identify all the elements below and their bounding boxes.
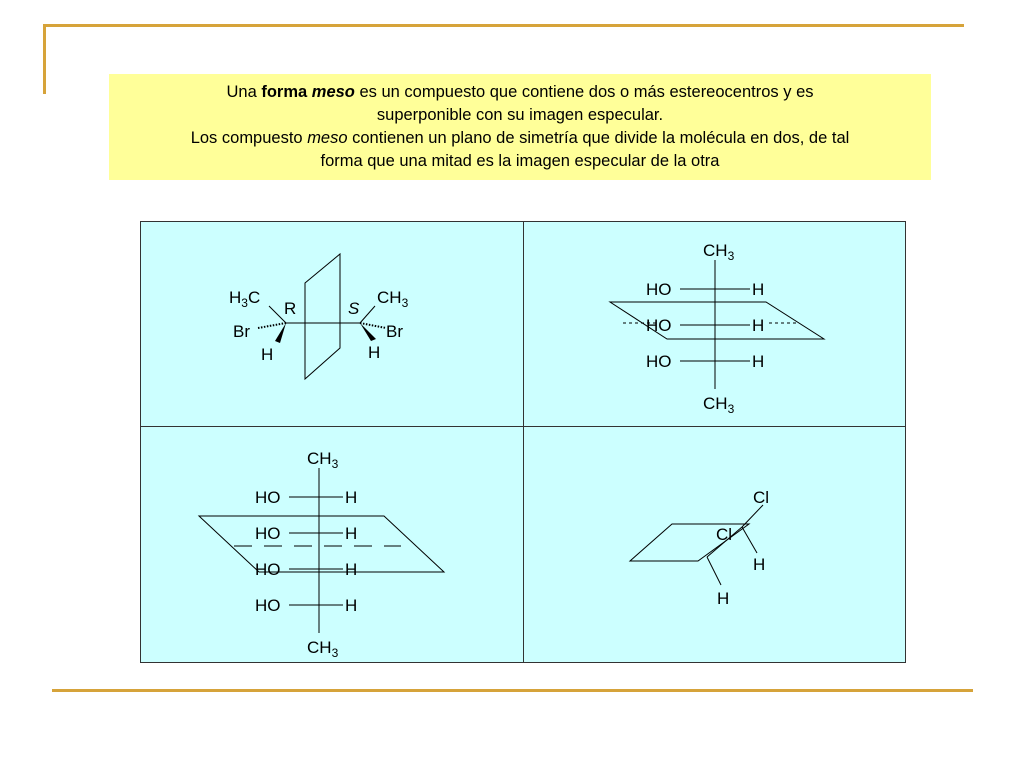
- h-label: H: [752, 316, 765, 335]
- ho-label: HO: [255, 488, 281, 507]
- symmetry-plane: [305, 254, 340, 379]
- cl-top-label: Cl: [753, 488, 770, 507]
- bond-h-right: [742, 527, 757, 553]
- cl-mid-label: Cl: [716, 525, 733, 544]
- bond-cl-top: [742, 505, 763, 527]
- h-right-label: H: [753, 555, 766, 574]
- bond-ch3: [360, 306, 375, 323]
- br-right-label: Br: [386, 322, 403, 341]
- ch3-label: $CH_3$: [377, 288, 409, 310]
- h-right-label: H: [368, 343, 381, 362]
- ch3-top-label: $CH_3$: [703, 241, 735, 263]
- wedge-structure-diagram: [141, 222, 524, 427]
- h3c-label: $H_3C$: [229, 288, 261, 310]
- cell-wedge-structure: [141, 222, 524, 427]
- molecule-grid: [140, 221, 906, 663]
- ch3-bottom-label: $CH_3$: [703, 394, 735, 416]
- symmetry-plane-horizontal: [610, 302, 824, 339]
- definition-box: [109, 74, 931, 180]
- definition-text-3b: contienen un plano de simetría que divide la molécula en dos, de tal: [347, 129, 850, 147]
- wedge-bond-left: [275, 323, 286, 343]
- ho-label: HO: [255, 560, 281, 579]
- definition-bold-italic: meso: [311, 83, 355, 101]
- wedge-bond-right: [360, 323, 376, 341]
- h-label: H: [345, 488, 358, 507]
- h-left-label: H: [261, 345, 274, 364]
- h-label: H: [345, 524, 358, 543]
- definition-text-2: superponible con su imagen especular.: [376, 106, 664, 124]
- ch3-top-label: $CH_3$: [307, 449, 339, 471]
- definition-text-4: forma que una mitad es la imagen especular de la otra: [320, 152, 720, 170]
- h-bottom-label: H: [717, 589, 730, 608]
- ring-structure-diagram: [524, 427, 905, 662]
- frame-top-rule: [43, 24, 964, 27]
- ho-label: HO: [255, 524, 281, 543]
- definition-bold: forma: [261, 83, 312, 101]
- definition-text-1b: es un compuesto que contiene dos o más estereocentros y es: [354, 83, 814, 101]
- frame-bottom-rule: [52, 689, 973, 692]
- ho-label: HO: [646, 352, 672, 371]
- ho-label: HO: [646, 280, 672, 299]
- definition-italic: meso: [307, 129, 348, 147]
- h-label: H: [752, 280, 765, 299]
- ho-label: HO: [646, 316, 672, 335]
- bond-h-bottom: [707, 557, 721, 585]
- fischer-four-diagram: [141, 427, 524, 662]
- cell-fischer-three: [524, 222, 905, 427]
- label-r: R: [284, 299, 297, 318]
- definition-text-1a: Una: [226, 83, 262, 101]
- fischer-three-diagram: [524, 222, 905, 427]
- h-label: H: [752, 352, 765, 371]
- cell-fischer-four: [141, 427, 524, 662]
- cell-ring-structure: [524, 427, 905, 662]
- label-s: S: [348, 299, 360, 318]
- h-label: H: [345, 560, 358, 579]
- definition-text-3a: Los compuesto: [190, 129, 308, 147]
- h-label: H: [345, 596, 358, 615]
- br-left-label: Br: [233, 322, 250, 341]
- ch3-bottom-label: $CH_3$: [307, 638, 339, 660]
- symmetry-plane-horizontal: [199, 516, 444, 572]
- ho-label: HO: [255, 596, 281, 615]
- frame-left-rule: [43, 24, 46, 94]
- dash-bond-left: [258, 323, 286, 328]
